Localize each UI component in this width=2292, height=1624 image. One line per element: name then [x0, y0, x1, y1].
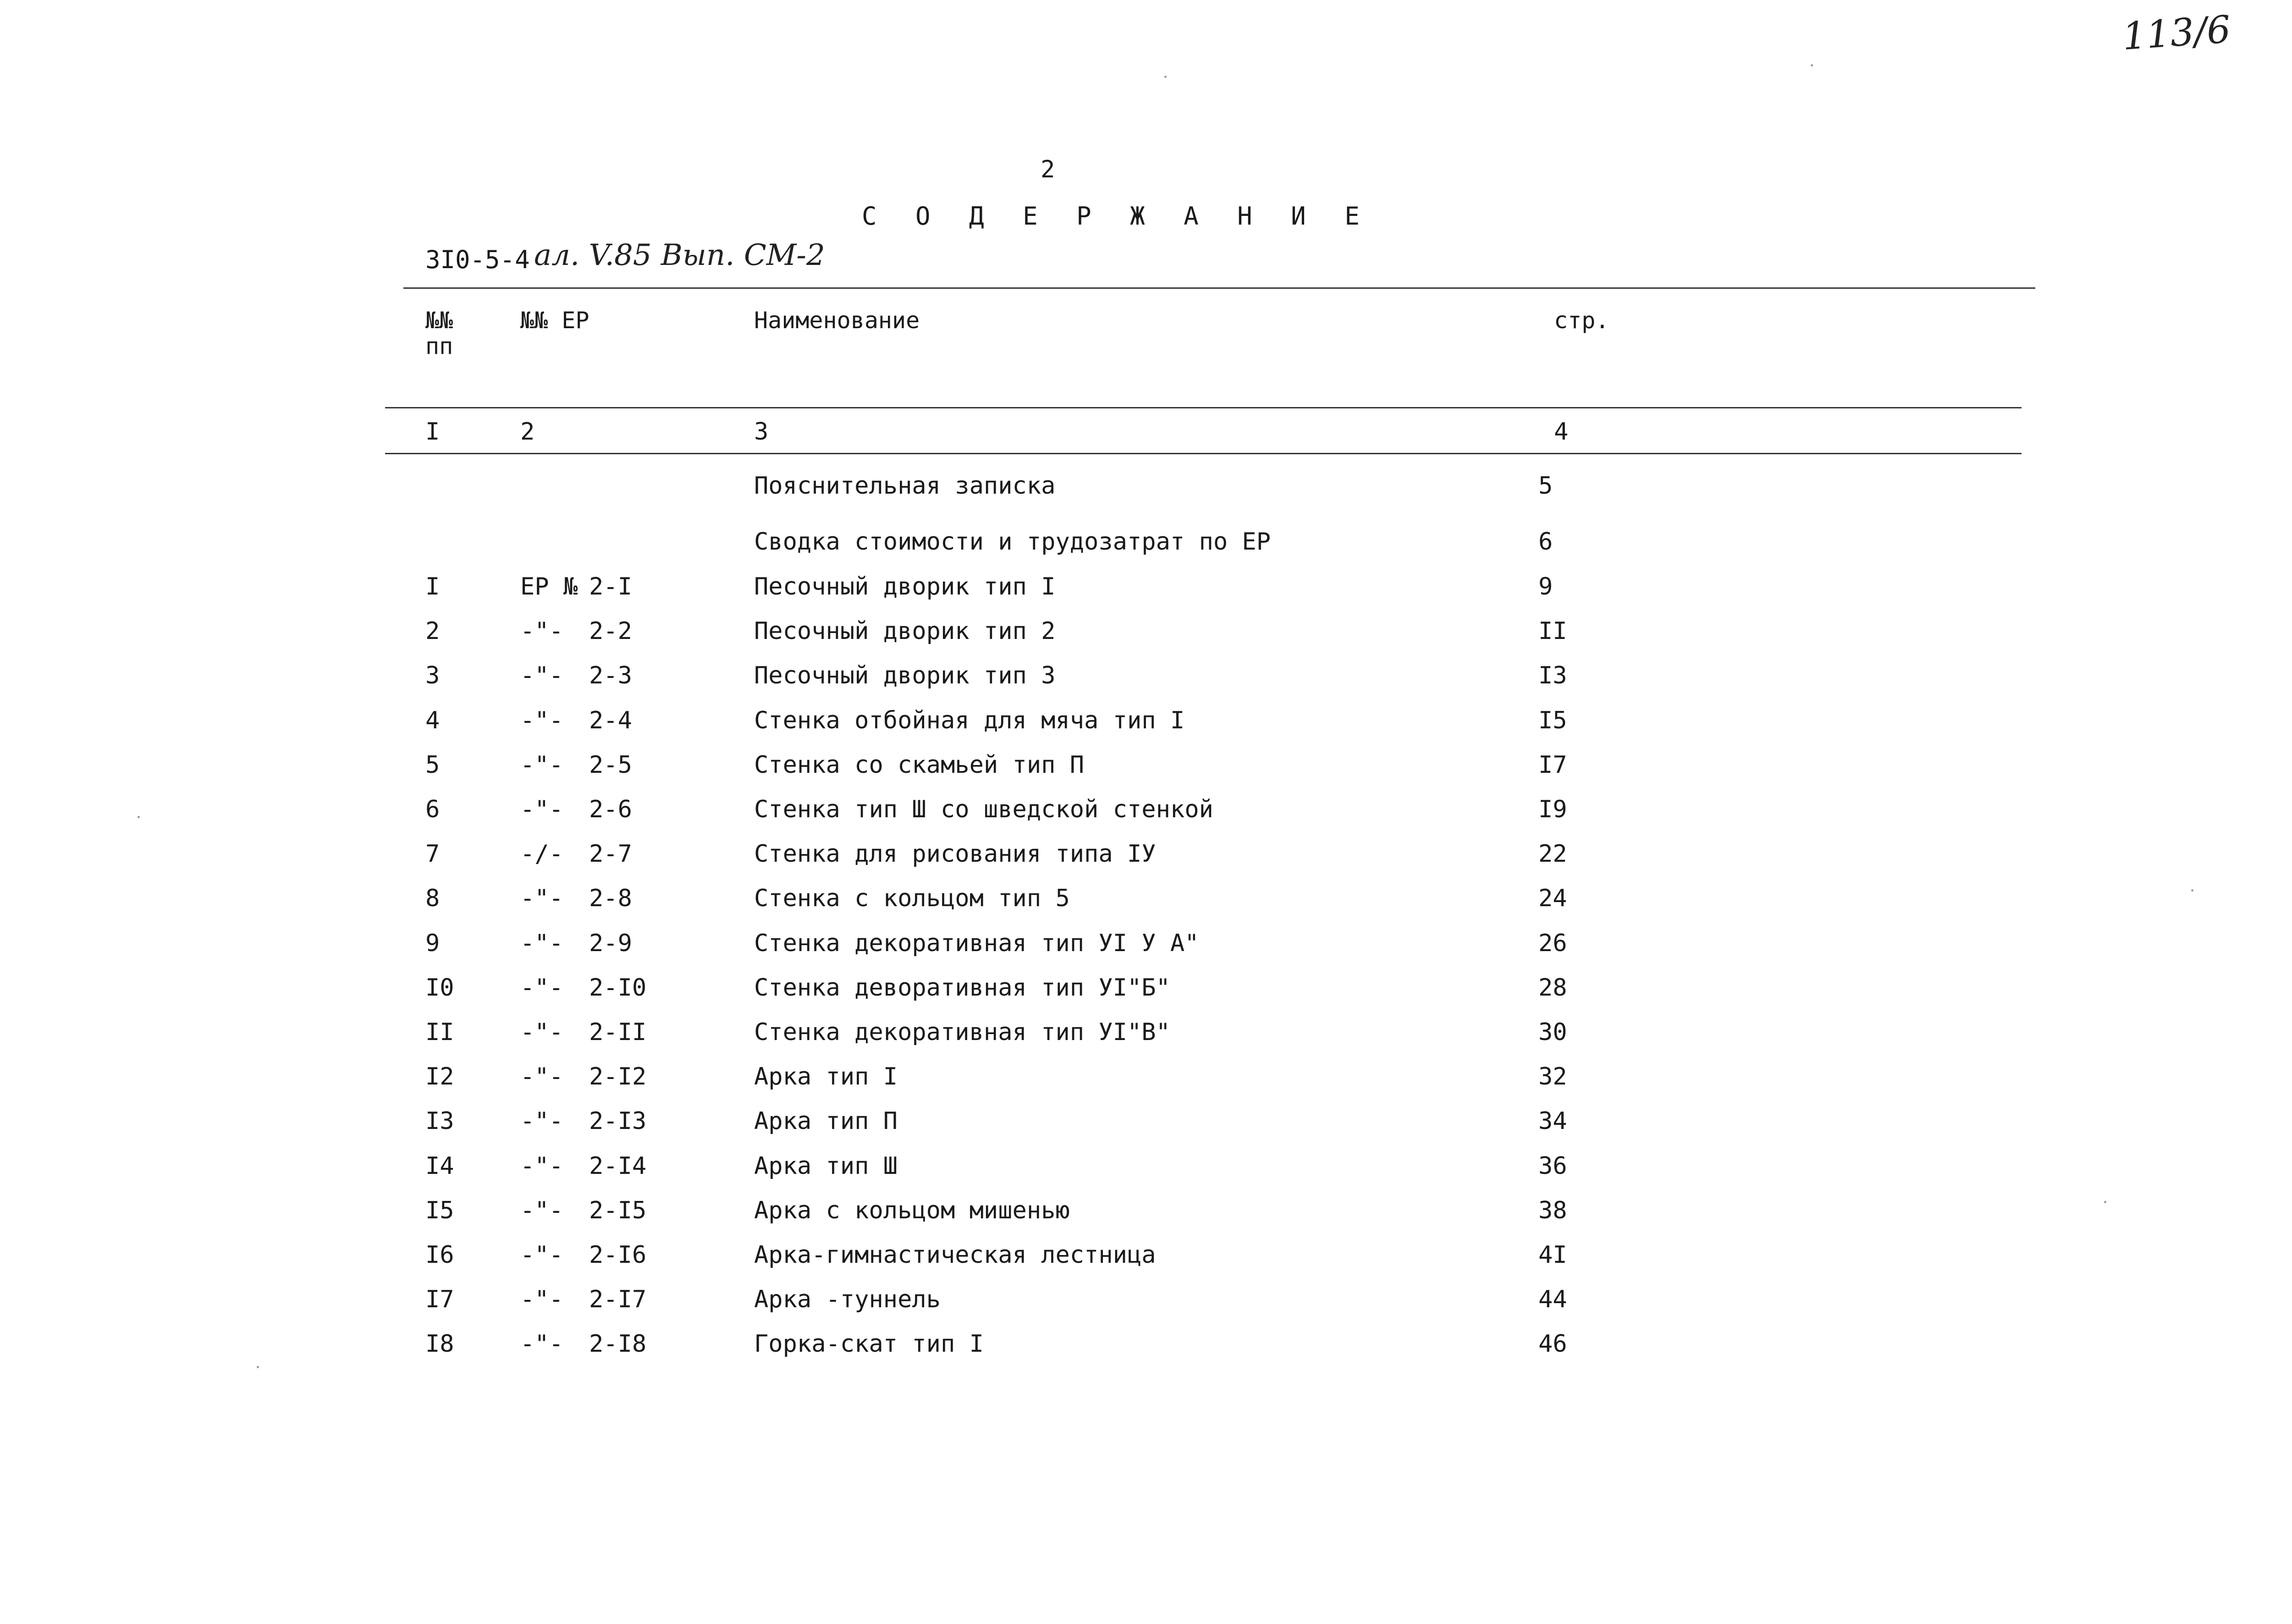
row-page: 32: [1538, 1063, 1567, 1090]
row-name: Песочный дворик тип 2: [754, 617, 1056, 645]
row-name: Горка-скат тип I: [754, 1330, 984, 1358]
column-number: I: [425, 418, 440, 446]
row-er-code: 2-II: [589, 1018, 647, 1046]
row-page: II: [1538, 617, 1567, 645]
row-page: I3: [1538, 662, 1567, 689]
row-er-ref: -"-: [520, 1018, 563, 1046]
row-number: 6: [425, 796, 440, 823]
row-er-code: 2-I5: [589, 1197, 647, 1224]
row-number: I0: [425, 974, 454, 1002]
scan-speck: [1164, 76, 1167, 78]
row-name: Песочный дворик тип 3: [754, 662, 1056, 689]
row-er-ref: -"-: [520, 1107, 563, 1135]
row-page: 38: [1538, 1197, 1567, 1224]
row-page: 24: [1538, 885, 1567, 912]
page-title: С О Д Е Р Ж А Н И Е: [862, 202, 1372, 231]
row-page: 6: [1538, 528, 1553, 556]
row-er-ref: ЕР №: [520, 573, 578, 600]
row-number: I4: [425, 1152, 454, 1180]
row-number: I7: [425, 1286, 454, 1313]
row-name: Арка-гимнастическая лестница: [754, 1241, 1156, 1269]
row-number: I2: [425, 1063, 454, 1090]
column-numbers-rule: [385, 453, 2022, 454]
row-page: 22: [1538, 840, 1567, 868]
row-name: Стенка деворативная тип УI"Б": [754, 974, 1170, 1002]
row-er-ref: -"-: [520, 1241, 563, 1269]
row-number: 3: [425, 662, 440, 689]
row-er-code: 2-I3: [589, 1107, 647, 1135]
row-er-ref: -"-: [520, 974, 563, 1002]
row-page: 36: [1538, 1152, 1567, 1180]
row-er-code: 2-I6: [589, 1241, 647, 1269]
row-er-code: 2-I0: [589, 974, 647, 1002]
row-er-code: 2-I7: [589, 1286, 647, 1313]
row-number: I8: [425, 1330, 454, 1358]
row-name: Арка тип I: [754, 1063, 898, 1090]
row-er-code: 2-I2: [589, 1063, 647, 1090]
row-number: I: [425, 573, 440, 600]
header-bottom-rule: [385, 407, 2022, 408]
header-col1-line1: №№: [425, 307, 453, 334]
row-er-ref: -"-: [520, 1152, 563, 1180]
row-page: 9: [1538, 573, 1553, 600]
row-er-code: 2-I8: [589, 1330, 647, 1358]
table-top-rule: [403, 287, 2035, 289]
handwritten-document-code: ал. V.85 Вып. СМ-2: [534, 238, 825, 272]
row-er-ref: -"-: [520, 662, 563, 689]
row-name: Арка -туннель: [754, 1286, 941, 1313]
row-page: 46: [1538, 1330, 1567, 1358]
scan-speck: [1811, 64, 1813, 66]
row-page: 28: [1538, 974, 1567, 1002]
row-page: 4I: [1538, 1241, 1567, 1269]
row-name: Пояснительная записка: [754, 472, 1056, 500]
row-name: Стенка с кольцом тип 5: [754, 885, 1070, 912]
row-number: 5: [425, 751, 440, 779]
row-number: I6: [425, 1241, 454, 1269]
row-er-code: 2-I4: [589, 1152, 647, 1180]
row-name: Стенка отбойная для мяча тип I: [754, 707, 1185, 734]
row-er-code: 2-2: [589, 617, 632, 645]
row-er-code: 2-I: [589, 573, 632, 600]
row-er-code: 2-9: [589, 930, 632, 957]
row-name: Арка тип Ш: [754, 1152, 898, 1180]
row-page: I9: [1538, 796, 1567, 823]
row-name: Сводка стоимости и трудозатрат по ЕР: [754, 528, 1271, 556]
row-er-ref: -"-: [520, 751, 563, 779]
row-er-code: 2-3: [589, 662, 632, 689]
row-er-code: 2-4: [589, 707, 632, 734]
header-col4: стр.: [1554, 307, 1609, 334]
row-page: 26: [1538, 930, 1567, 957]
row-er-ref: -"-: [520, 1063, 563, 1090]
header-col1-line2: пп: [425, 333, 453, 359]
row-er-ref: -"-: [520, 617, 563, 645]
row-er-ref: -"-: [520, 1330, 563, 1358]
header-col2: №№ ЕР: [520, 307, 590, 334]
row-er-ref: -/-: [520, 840, 563, 868]
row-page: 34: [1538, 1107, 1567, 1135]
row-name: Арка тип П: [754, 1107, 898, 1135]
row-page: 30: [1538, 1018, 1567, 1046]
row-number: 4: [425, 707, 440, 734]
row-number: I5: [425, 1197, 454, 1224]
row-name: Стенка со скамьей тип П: [754, 751, 1085, 779]
row-page: I5: [1538, 707, 1567, 734]
page-number: 2: [1041, 156, 1055, 183]
row-number: 9: [425, 930, 440, 957]
row-name: Стенка декоративная тип УI"В": [754, 1018, 1170, 1046]
row-name: Стенка тип Ш со шведской стенкой: [754, 796, 1213, 823]
row-er-ref: -"-: [520, 930, 563, 957]
row-er-code: 2-8: [589, 885, 632, 912]
row-page: 44: [1538, 1286, 1567, 1313]
scan-speck: [257, 1366, 259, 1368]
row-name: Песочный дворик тип I: [754, 573, 1056, 600]
row-name: Арка с кольцом мишенью: [754, 1197, 1070, 1224]
row-er-code: 2-6: [589, 796, 632, 823]
row-number: I3: [425, 1107, 454, 1135]
column-number: 2: [520, 418, 535, 446]
row-number: II: [425, 1018, 454, 1046]
header-col3: Наименование: [754, 307, 920, 334]
row-name: Стенка декоративная тип УI У А": [754, 930, 1199, 957]
column-number: 4: [1554, 418, 1569, 446]
document-code: 3I0-5-4: [425, 245, 530, 274]
handwritten-page-note: 113/6: [2121, 7, 2232, 59]
scan-speck: [2104, 1201, 2106, 1203]
row-er-code: 2-5: [589, 751, 632, 779]
row-page: I7: [1538, 751, 1567, 779]
scan-speck: [138, 816, 140, 818]
row-name: Стенка для рисования типа IУ: [754, 840, 1156, 868]
row-number: 8: [425, 885, 440, 912]
row-er-ref: -"-: [520, 885, 563, 912]
row-page: 5: [1538, 472, 1553, 500]
row-er-ref: -"-: [520, 1286, 563, 1313]
row-number: 7: [425, 840, 440, 868]
row-number: 2: [425, 617, 440, 645]
scan-speck: [2191, 889, 2193, 892]
row-er-code: 2-7: [589, 840, 632, 868]
row-er-ref: -"-: [520, 707, 563, 734]
row-er-ref: -"-: [520, 1197, 563, 1224]
row-er-ref: -"-: [520, 796, 563, 823]
column-number: 3: [754, 418, 769, 446]
